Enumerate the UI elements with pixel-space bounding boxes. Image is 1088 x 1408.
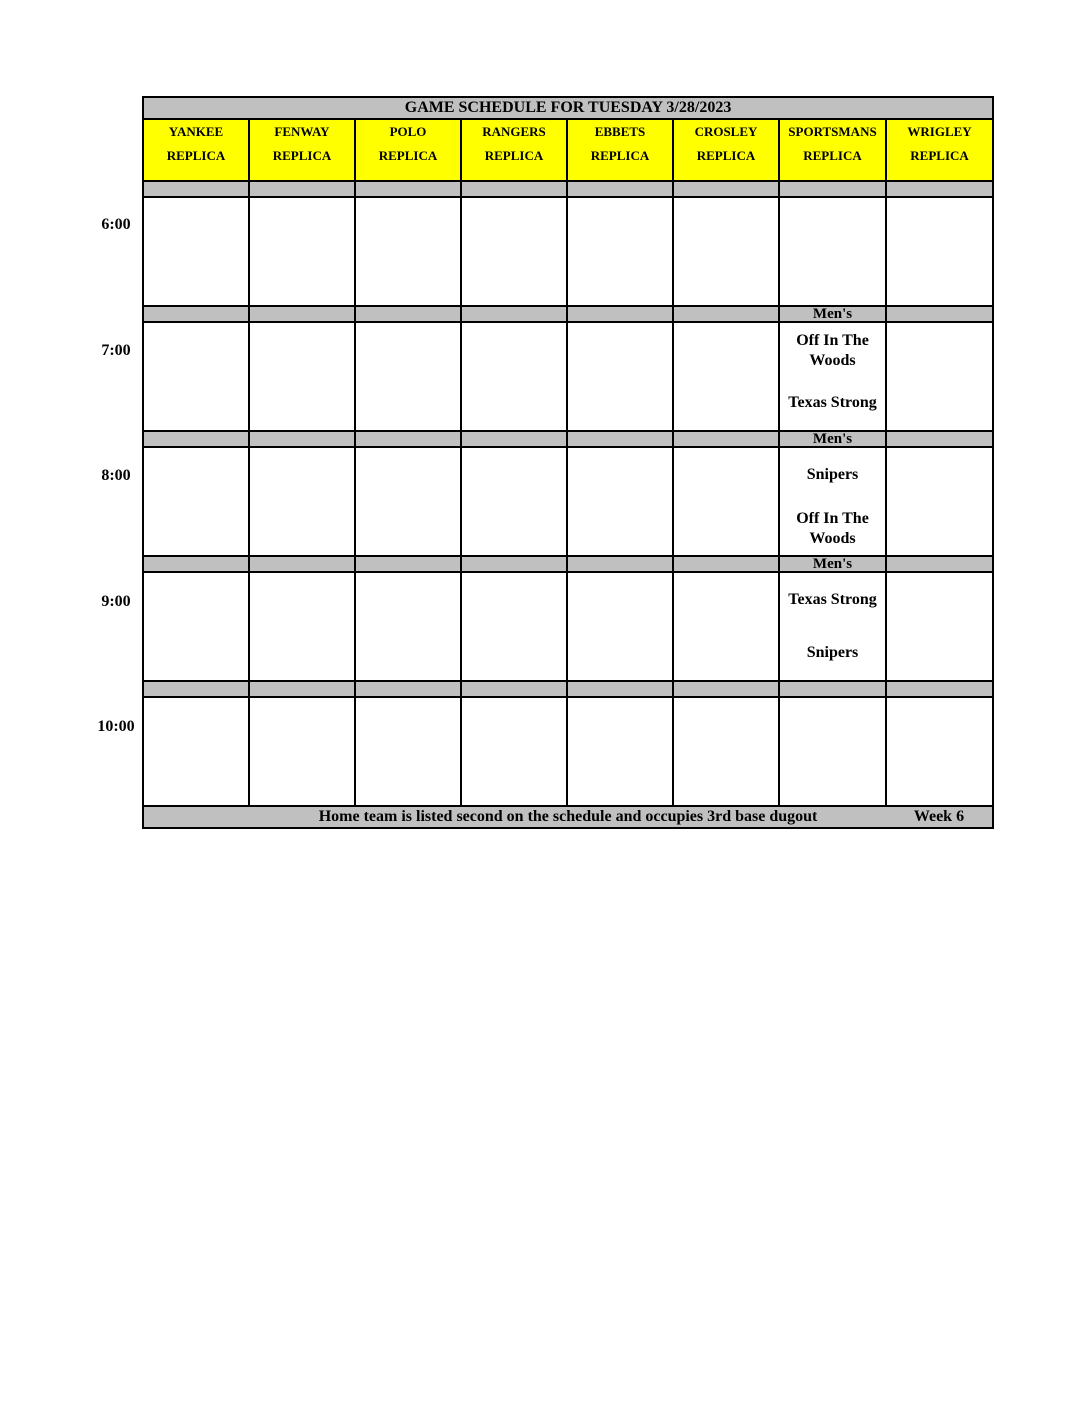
slot-cell xyxy=(249,572,355,681)
slot-cell xyxy=(355,697,461,806)
slot-cell xyxy=(673,197,779,306)
time-label-10: 10:00 xyxy=(97,718,135,735)
separator-cell xyxy=(673,681,779,697)
field-header-polo xyxy=(355,119,461,181)
schedule-title: GAME SCHEDULE FOR TUESDAY 3/28/2023 xyxy=(143,97,993,119)
time-label-7: 7:00 xyxy=(101,342,131,359)
slot-cell xyxy=(249,447,355,556)
field-name: POLO xyxy=(389,124,427,139)
field-sub: REPLICA xyxy=(166,148,226,163)
field-sub: REPLICA xyxy=(910,148,969,163)
field-name: FENWAY xyxy=(274,124,330,139)
field-name: YANKEE xyxy=(168,124,224,139)
field-header-rangers xyxy=(461,119,567,181)
separator-cell xyxy=(143,431,249,447)
field-sub: REPLICA xyxy=(590,148,650,163)
separator-cell xyxy=(461,306,567,322)
away-team: Snipers xyxy=(806,466,859,483)
slot-cell xyxy=(249,322,355,431)
slot-cell xyxy=(673,447,779,556)
separator-cell xyxy=(249,556,355,572)
time-label-9: 9:00 xyxy=(101,593,131,610)
home-team: Texas Strong xyxy=(788,394,877,411)
separator-cell xyxy=(461,181,567,197)
game-cell-9 xyxy=(779,572,886,681)
away-team: Off In The Woods xyxy=(796,332,869,369)
slot-cell xyxy=(886,697,993,806)
slot-cell xyxy=(143,572,249,681)
slot-cell xyxy=(779,197,886,306)
separator-row xyxy=(143,181,993,197)
separator-cell xyxy=(567,556,673,572)
field-sub: REPLICA xyxy=(696,148,756,163)
separator-cell xyxy=(779,681,886,697)
separator-cell xyxy=(567,306,673,322)
separator-row xyxy=(143,306,993,322)
schedule-sheet xyxy=(142,96,993,832)
field-header-ebbets xyxy=(567,119,673,181)
slot-cell xyxy=(886,322,993,431)
slot-row-6 xyxy=(143,197,993,306)
footer-note: Home team is listed second on the schedule and occupies 3rd base dugout xyxy=(318,808,818,825)
title-row xyxy=(143,97,993,119)
slot-cell xyxy=(673,697,779,806)
separator-cell xyxy=(567,181,673,197)
slot-cell xyxy=(355,197,461,306)
field-sub: REPLICA xyxy=(484,148,544,163)
slot-cell xyxy=(143,447,249,556)
time-label-8: 8:00 xyxy=(101,467,131,484)
field-header-wrigley xyxy=(886,119,993,181)
separator-cell xyxy=(249,306,355,322)
separator-row xyxy=(143,681,993,697)
separator-cell xyxy=(143,306,249,322)
separator-row xyxy=(143,556,993,572)
home-team: Off In The Woods xyxy=(796,510,869,547)
home-team: Snipers xyxy=(806,644,859,661)
footer-row xyxy=(143,806,993,828)
separator-cell xyxy=(249,181,355,197)
slot-cell xyxy=(886,447,993,556)
field-name: RANGERS xyxy=(482,124,546,139)
separator-cell xyxy=(673,556,779,572)
slot-row-9 xyxy=(143,572,993,681)
schedule-table xyxy=(142,96,994,829)
separator-cell xyxy=(779,181,886,197)
field-header-crosley xyxy=(673,119,779,181)
separator-cell xyxy=(143,681,249,697)
slot-cell xyxy=(355,447,461,556)
game-cell-8 xyxy=(779,447,886,556)
separator-cell xyxy=(886,306,993,322)
separator-cell xyxy=(567,681,673,697)
game-cell-7 xyxy=(779,322,886,431)
division-label: Men's xyxy=(779,306,886,322)
division-label: Men's xyxy=(779,556,886,572)
slot-cell xyxy=(461,572,567,681)
slot-cell xyxy=(355,322,461,431)
slot-cell xyxy=(567,197,673,306)
week-label: Week 6 xyxy=(913,808,965,825)
slot-cell xyxy=(143,197,249,306)
slot-cell xyxy=(249,697,355,806)
slot-cell xyxy=(461,447,567,556)
slot-cell xyxy=(355,572,461,681)
slot-cell xyxy=(567,447,673,556)
separator-row xyxy=(143,431,993,447)
field-header-sportsmans xyxy=(779,119,886,181)
separator-cell xyxy=(355,431,461,447)
separator-cell xyxy=(355,556,461,572)
field-name: CROSLEY xyxy=(694,124,758,139)
field-name: WRIGLEY xyxy=(907,124,972,139)
separator-cell xyxy=(355,681,461,697)
separator-cell xyxy=(567,431,673,447)
slot-cell xyxy=(673,572,779,681)
separator-cell xyxy=(673,306,779,322)
separator-cell xyxy=(143,181,249,197)
footer-cell xyxy=(143,806,993,828)
slot-row-8 xyxy=(143,447,993,556)
separator-cell xyxy=(886,181,993,197)
slot-cell xyxy=(143,697,249,806)
separator-cell xyxy=(461,681,567,697)
separator-cell xyxy=(461,431,567,447)
separator-cell xyxy=(143,556,249,572)
away-team: Texas Strong xyxy=(788,591,877,608)
separator-cell xyxy=(355,306,461,322)
slot-cell xyxy=(567,572,673,681)
separator-cell xyxy=(886,431,993,447)
separator-cell xyxy=(249,681,355,697)
separator-cell xyxy=(673,181,779,197)
separator-cell xyxy=(461,556,567,572)
slot-cell xyxy=(249,197,355,306)
field-sub: REPLICA xyxy=(378,148,438,163)
slot-cell xyxy=(779,697,886,806)
field-sub: REPLICA xyxy=(272,148,332,163)
field-sub: REPLICA xyxy=(803,148,862,163)
separator-cell xyxy=(673,431,779,447)
slot-cell xyxy=(886,572,993,681)
slot-cell xyxy=(461,697,567,806)
field-name: SPORTSMANS xyxy=(788,124,877,139)
slot-cell xyxy=(567,697,673,806)
separator-cell xyxy=(249,431,355,447)
separator-cell xyxy=(355,181,461,197)
field-header-row xyxy=(143,119,993,181)
separator-cell xyxy=(886,681,993,697)
field-name: EBBETS xyxy=(594,124,646,139)
slot-cell xyxy=(143,322,249,431)
slot-row-10 xyxy=(143,697,993,806)
slot-cell xyxy=(461,197,567,306)
slot-cell xyxy=(461,322,567,431)
field-header-fenway xyxy=(249,119,355,181)
slot-cell xyxy=(886,197,993,306)
division-label: Men's xyxy=(779,431,886,447)
time-label-6: 6:00 xyxy=(101,216,131,233)
slot-cell xyxy=(673,322,779,431)
slot-row-7 xyxy=(143,322,993,431)
field-header-yankee xyxy=(143,119,249,181)
slot-cell xyxy=(567,322,673,431)
separator-cell xyxy=(886,556,993,572)
